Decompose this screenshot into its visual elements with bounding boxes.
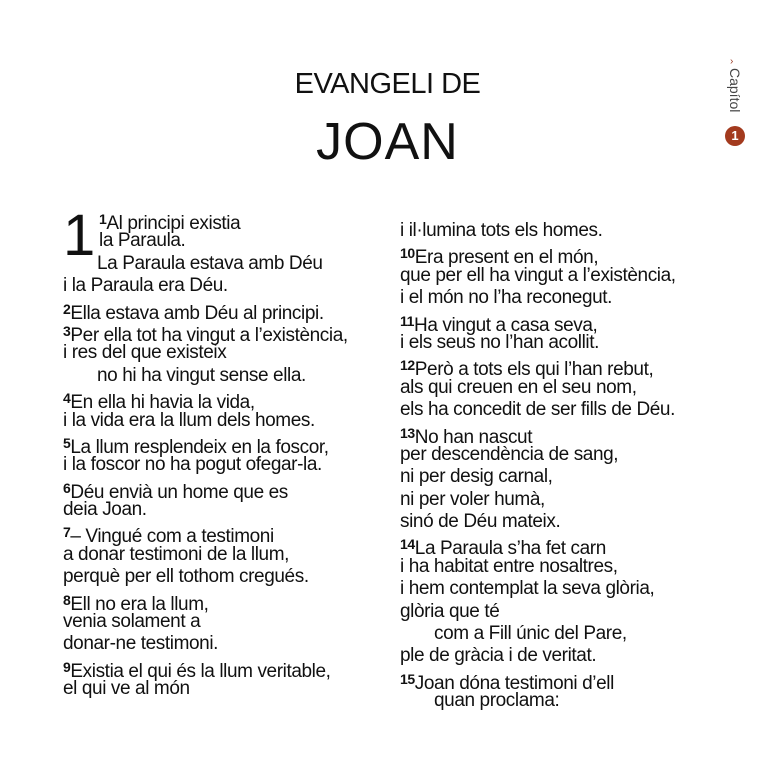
verse-text: i la foscor no ha pogut ofegar-la.	[63, 454, 322, 476]
verse-text: donar-ne testimoni.	[63, 633, 219, 655]
verse-line	[400, 668, 720, 694]
verse-text: ni per desig carnal,	[400, 466, 553, 488]
verse-line	[63, 566, 383, 588]
verse-line	[400, 422, 720, 448]
verse-number: 3	[63, 322, 71, 339]
verse-line	[400, 533, 720, 560]
verse-line	[63, 320, 383, 346]
verse-line	[400, 556, 720, 578]
verse-line	[63, 275, 383, 297]
verse-text: La llum resplendeix en la foscor,	[70, 436, 329, 458]
verse-line	[400, 220, 720, 242]
verse-text: Per ella tot ha vingut a l’existència,	[70, 324, 348, 346]
verse-text: En ella hi havia la vida,	[70, 392, 255, 414]
verse-text: i els seus no l’han acollit.	[400, 331, 599, 353]
verse-line	[63, 454, 383, 476]
book-subtitle: EVANGELI DE	[294, 68, 481, 100]
verse-number: 9	[63, 658, 71, 675]
verse-line	[63, 633, 383, 655]
verse-text: quan proclama:	[434, 690, 560, 712]
verse-line	[400, 354, 720, 381]
verse-number: 10	[400, 245, 415, 262]
chapter-drop-number: 1	[63, 203, 96, 268]
verse-number: 5	[63, 434, 71, 451]
verse-text: sinó de Déu mateix.	[400, 511, 561, 533]
verse-line	[400, 310, 720, 336]
verse-text: Existia el qui és la llum veritable,	[70, 660, 331, 682]
verse-text: ni per voler humà,	[400, 488, 545, 510]
verse-line	[400, 601, 720, 623]
verse-number: 12	[400, 357, 415, 374]
verse-line	[400, 265, 720, 287]
verse-line	[63, 544, 383, 566]
verse-number: 2	[63, 300, 71, 317]
verse-line	[400, 645, 720, 667]
verse-line	[63, 589, 383, 615]
verse-text: que per ell ha vingut a l’existència,	[400, 264, 676, 286]
verse-line	[400, 377, 720, 399]
verse-text: Ell no era la llum,	[70, 593, 209, 615]
verse-text: La Paraula estava amb Déu	[97, 252, 323, 274]
verse-text: deia Joan.	[63, 499, 147, 521]
verse-number: 7	[63, 524, 71, 541]
verse-line	[63, 521, 383, 548]
verse-text: glòria que té	[400, 600, 500, 622]
verse-text: a donar testimoni de la llum,	[63, 543, 290, 565]
verse-number: 4	[63, 390, 71, 407]
verse-number: 15	[400, 670, 415, 687]
verse-text: La Paraula s’ha fet carn	[414, 538, 606, 560]
verse-line	[400, 623, 720, 645]
verse-line	[400, 332, 720, 354]
verse-text: No han nascut	[414, 426, 533, 448]
right-text-column	[400, 220, 720, 713]
verse-text: Ella estava amb Déu al principi.	[70, 302, 324, 324]
verse-text: Però a tots els qui l’han rebut,	[414, 359, 654, 381]
verse-line	[400, 466, 720, 488]
left-text-column	[63, 203, 383, 701]
book-title: JOAN	[316, 113, 459, 171]
verse-text: no hi ha vingut sense ella.	[97, 364, 306, 386]
verse-line	[63, 477, 383, 503]
chapter-tab-label: Capítol	[727, 68, 743, 113]
verse-text: i la Paraula era Déu.	[63, 275, 228, 297]
verse-number: 11	[400, 312, 414, 329]
verse-text: Era present en el món,	[414, 247, 599, 269]
verse-number: 6	[63, 479, 71, 496]
verse-text: per descendència de sang,	[400, 443, 619, 465]
verse-text: ple de gràcia i de veritat.	[400, 645, 597, 667]
verse-line	[400, 242, 720, 269]
verse-text: – Vingué com a testimoni	[70, 526, 274, 548]
verse-line	[63, 298, 383, 324]
verse-text: i res del que existeix	[63, 342, 227, 364]
verse-text: els ha concedit de ser fills de Déu.	[400, 399, 675, 421]
verse-text: i el món no l’ha reconegut.	[400, 287, 613, 309]
verse-line	[400, 578, 720, 600]
verse-number: 13	[400, 424, 415, 441]
verse-line	[63, 656, 383, 682]
verse-line	[63, 611, 383, 633]
verse-text: com a Fill únic del Pare,	[434, 623, 627, 645]
verse-line	[400, 287, 720, 309]
verse-text: i hem contemplat la seva glòria,	[400, 578, 655, 600]
verse-text: perquè per ell tothom cregués.	[63, 566, 309, 588]
verse-number: 14	[400, 536, 415, 553]
verse-line	[63, 410, 383, 432]
verse-text: venia solament a	[63, 611, 201, 633]
verse-text: i il·lumina tots els homes.	[400, 220, 603, 241]
chevron-right-icon: ›	[730, 56, 734, 67]
verse-line	[400, 444, 720, 466]
verse-text: Ha vingut a casa seva,	[414, 314, 598, 336]
verse-text: el qui ve al món	[63, 678, 190, 700]
verse-line	[63, 208, 383, 234]
verse-text: la Paraula.	[99, 230, 186, 252]
verse-line	[400, 511, 720, 533]
verse-line	[63, 365, 383, 387]
verse-text: Joan dóna testimoni d’ell	[414, 672, 614, 694]
verse-line	[63, 432, 383, 458]
verse-line	[400, 399, 720, 421]
verse-text: Al principi existia	[106, 213, 241, 234]
verse-text: Déu envià un home que es	[70, 481, 288, 503]
chapter-tab[interactable]	[722, 56, 750, 148]
verse-text: i ha habitat entre nosaltres,	[400, 555, 618, 577]
verse-line	[63, 253, 383, 275]
chapter-number-badge: 1	[725, 126, 745, 146]
verse-number: 8	[63, 591, 71, 608]
verse-number: 1	[99, 211, 107, 227]
verse-line	[63, 387, 383, 414]
verse-text: als qui creuen en el seu nom,	[400, 376, 637, 398]
verse-line	[400, 489, 720, 511]
verse-text: i la vida era la llum dels homes.	[63, 409, 315, 431]
